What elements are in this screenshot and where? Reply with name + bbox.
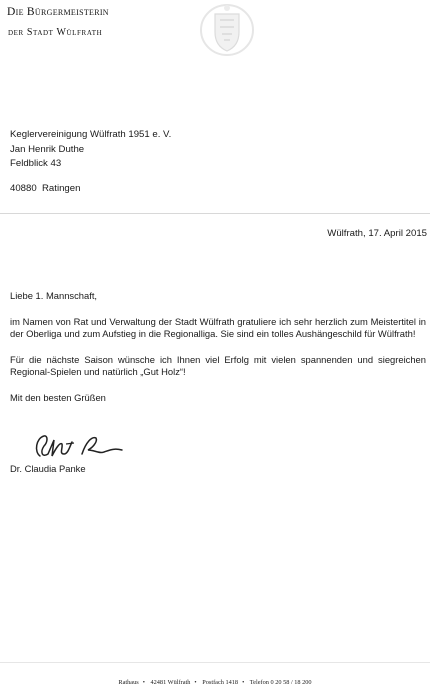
recipient-contact: Jan Henrik Duthe bbox=[10, 143, 85, 155]
city-seal-icon bbox=[196, 0, 258, 60]
footer-item: Postfach 1418 bbox=[202, 679, 239, 686]
bottom-edge-line bbox=[0, 662, 430, 663]
signer-name: Dr. Claudia Panke bbox=[10, 463, 86, 474]
recipient-address bbox=[10, 128, 171, 196]
footer-item: Rathaus bbox=[118, 679, 139, 686]
letter-body bbox=[10, 290, 426, 418]
fold-line bbox=[0, 213, 430, 214]
footer-item: 42481 Wülfrath bbox=[150, 679, 191, 686]
letterhead-title: Die Bürgermeisterin bbox=[7, 6, 109, 18]
body-paragraph-1: im Namen von Rat und Verwaltung der Stadt Wülfrath gratuliere ich sehr herzlich zum Meistertitel in der Oberliga und zum Aufstieg in die Regionalliga. Sie sind ein tolles Aushängeschild für Wülfrath! bbox=[10, 316, 426, 339]
closing: Mit den besten Grüßen bbox=[10, 392, 106, 403]
recipient-street: Feldblick 43 bbox=[10, 158, 62, 169]
body-paragraph-2: Für die nächste Saison wünsche ich Ihnen viel Erfolg mit vielen spannenden und siegreichen Regional-Spielen und natürlich „Gut Holz“! bbox=[10, 354, 426, 377]
footer-item: Telefon 0 20 58 / 18 200 bbox=[249, 679, 312, 686]
recipient-city: 40880 Ratingen bbox=[10, 182, 81, 194]
handwritten-signature bbox=[26, 424, 136, 468]
footer: Rathaus • 42481 Wülfrath • Postfach 1418 • Telefon 0 20 58 / 18 200 bbox=[118, 679, 312, 686]
letter-date: Wülfrath, 17. April 2015 bbox=[327, 228, 427, 239]
salutation: Liebe 1. Mannschaft, bbox=[10, 290, 98, 301]
letterhead bbox=[7, 6, 109, 38]
letterhead-subtitle: der Stadt Wülfrath bbox=[8, 27, 103, 38]
recipient-name: Keglervereinigung Wülfrath 1951 e. V. bbox=[10, 129, 172, 140]
